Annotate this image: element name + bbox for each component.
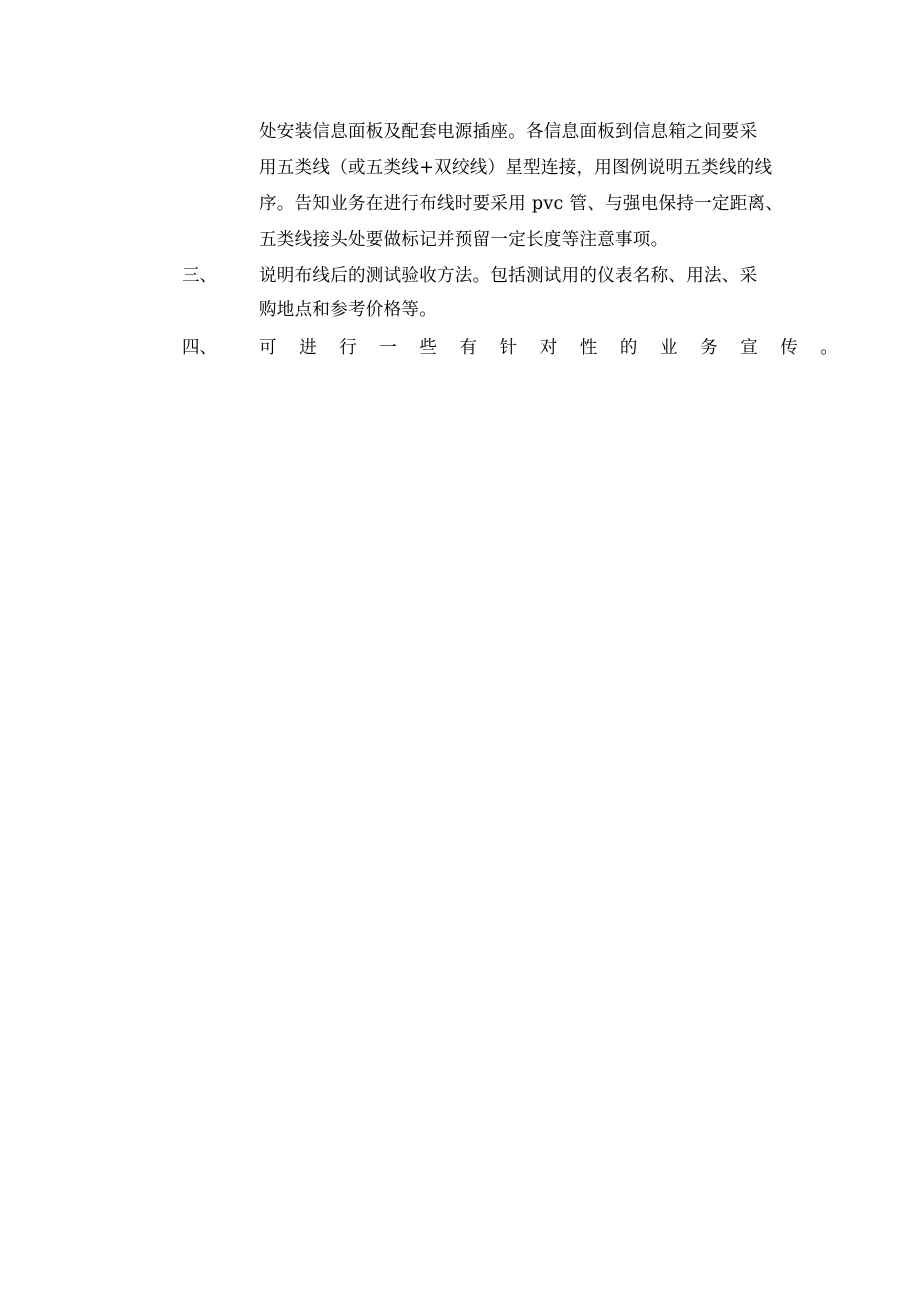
paragraph-line: 五类线接头处要做标记并预留一定长度等注意事项。	[259, 230, 669, 250]
paragraph-line: 用五类线（或五类线+双绞线）星型连接，用图例说明五类线的线	[259, 158, 773, 178]
list-item-line: 购地点和参考价格等。	[259, 300, 437, 320]
list-item-line: 可进行一些有针对性的业务宣传。	[259, 338, 861, 358]
paragraph-line: 处安装信息面板及配套电源插座。各信息面板到信息箱之间要采	[259, 122, 758, 142]
list-item-marker: 三、	[182, 266, 217, 286]
list-item-line: 说明布线后的测试验收方法。包括测试用的仪表名称、用法、采	[259, 266, 758, 286]
paragraph-line: 序。告知业务在进行布线时要采用 pvc 管、与强电保持一定距离、	[259, 194, 784, 214]
list-item-marker: 四、	[182, 338, 217, 358]
